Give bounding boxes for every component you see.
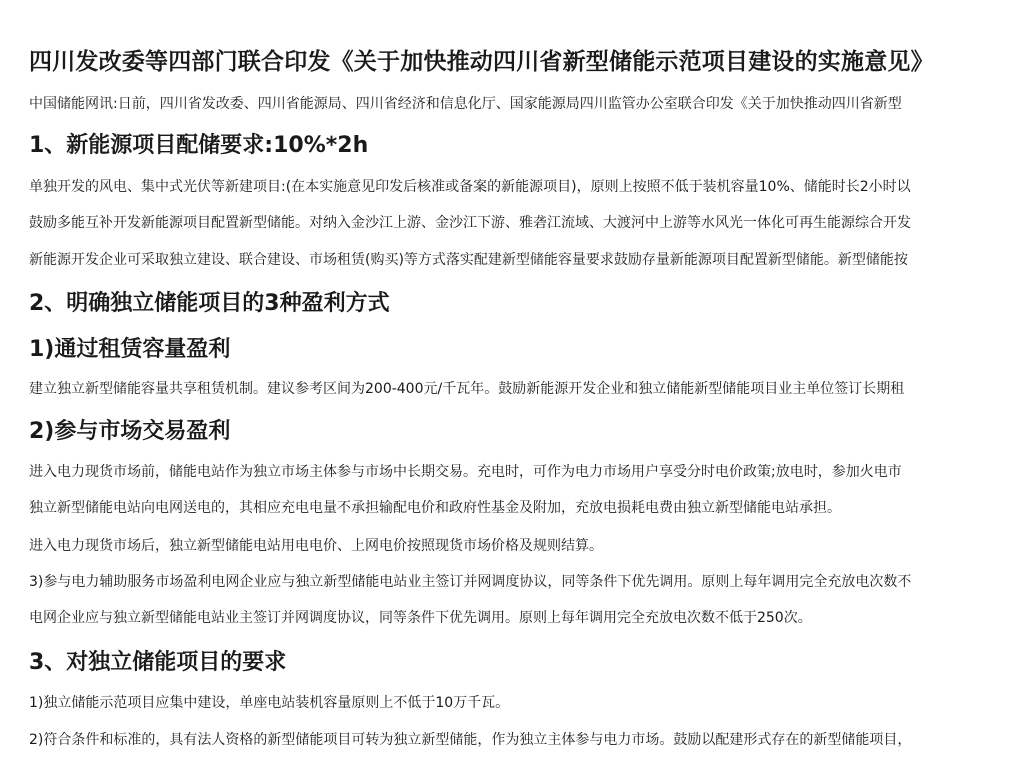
section-2-sub-1-heading: 1)通过租赁容量盈利 xyxy=(29,337,231,362)
section-3-heading: 3、对独立储能项目的要求 xyxy=(29,650,287,675)
section-3-paragraph-1: 1)独立储能示范项目应集中建设，单座电站装机容量原则上不低于10万千瓦。 xyxy=(29,695,510,711)
section-2-sub-2-paragraph-5: 电网企业应与独立新型储能电站业主签订并网调度协议，同等条件下优先调用。原则上每年调用完全充放电次数不低于250次。 xyxy=(29,610,812,626)
section-1-heading: 1、新能源项目配储要求:10%*2h xyxy=(29,133,369,158)
section-1-paragraph-1: 单独开发的风电、集中式光伏等新建项目:(在本实施意见印发后核准或备案的新能源项目)，原则上按照不低于装机容量10%、储能时长2小时以 xyxy=(29,179,911,195)
section-2-sub-1-paragraph: 建立独立新型储能容量共享租赁机制。建议参考区间为200-400元/千瓦年。鼓励新能源开发企业和独立储能新型储能项目业主单位签订长期租 xyxy=(29,381,905,397)
section-2-sub-2-paragraph-1: 进入电力现货市场前，储能电站作为独立市场主体参与市场中长期交易。充电时，可作为电力市场用户享受分时电价政策;放电时，参加火电市 xyxy=(29,464,902,480)
section-2-sub-2-paragraph-2: 独立新型储能电站向电网送电的，其相应充电电量不承担输配电价和政府性基金及附加，充放电损耗电费由独立新型储能电站承担。 xyxy=(29,500,841,516)
section-3-paragraph-2: 2)符合条件和标准的，具有法人资格的新型储能项目可转为独立新型储能，作为独立主体参与电力市场。鼓励以配建形式存在的新型储能项目， xyxy=(29,732,912,748)
article-title: 四川发改委等四部门联合印发《关于加快推动四川省新型储能示范项目建设的实施意见》 xyxy=(29,49,934,75)
section-1-paragraph-3: 新能源开发企业可采取独立建设、联合建设、市场租赁(购买)等方式落实配建新型储能容量要求鼓励存量新能源项目配置新型储能。新型储能按 xyxy=(29,252,908,268)
intro-paragraph: 中国储能网讯:日前，四川省发改委、四川省能源局、四川省经济和信息化厅、国家能源局四川监管办公室联合印发《关于加快推动四川省新型 xyxy=(29,96,902,112)
section-2-sub-2-heading: 2)参与市场交易盈利 xyxy=(29,419,231,444)
section-2-sub-2-paragraph-4: 3)参与电力辅助服务市场盈利电网企业应与独立新型储能电站业主签订并网调度协议，同等条件下优先调用。原则上每年调用完全充放电次数不 xyxy=(29,574,912,590)
section-2-sub-2-paragraph-3: 进入电力现货市场后，独立新型储能电站用电电价、上网电价按照现货市场价格及规则结算。 xyxy=(29,538,603,554)
article xyxy=(29,0,1024,768)
section-2-heading: 2、明确独立储能项目的3种盈利方式 xyxy=(29,291,390,316)
section-1-paragraph-2: 鼓励多能互补开发新能源项目配置新型储能。对纳入金沙江上游、金沙江下游、雅砻江流域、大渡河中上游等水风光一体化可再生能源综合开发 xyxy=(29,215,911,231)
